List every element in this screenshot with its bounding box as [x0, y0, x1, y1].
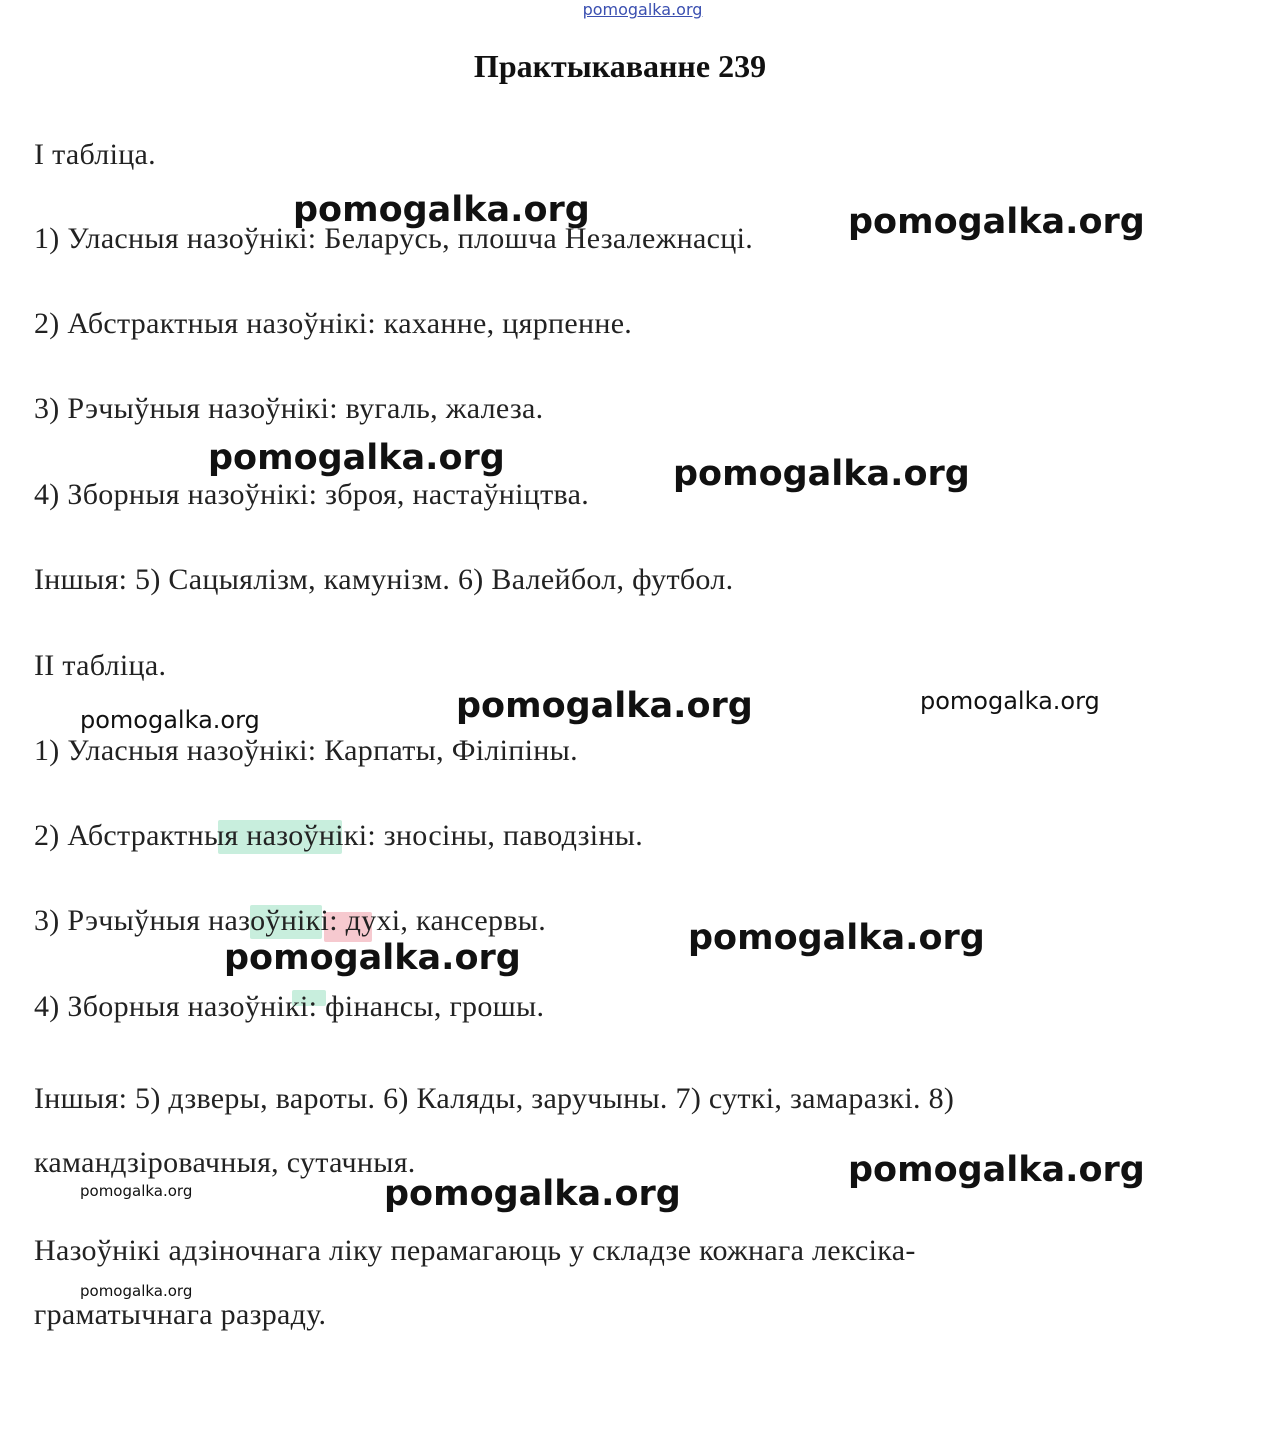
table2-others-line-2: камандзіровачныя, сутачныя. — [34, 1146, 416, 1179]
watermark: pomogalka.org — [848, 202, 1145, 242]
table2-item-4: 4) Зборныя назоўнікі: фінансы, грошы. — [34, 990, 545, 1023]
page-title: Практыкаванне 239 — [473, 48, 767, 84]
watermark: pomogalka.org — [208, 438, 505, 478]
watermark: pomogalka.org — [920, 687, 1100, 715]
watermark: pomogalka.org — [384, 1174, 681, 1214]
table1-others: Іншыя: 5) Сацыялізм, камунізм. 6) Валейбол, футбол. — [34, 563, 734, 596]
site-link[interactable]: pomogalka.org — [582, 0, 703, 19]
table2-item-1: 1) Уласныя назоўнікі: Карпаты, Філіпіны. — [34, 734, 578, 767]
watermark: pomogalka.org — [80, 1282, 193, 1300]
table1-heading: I табліца. — [34, 138, 156, 171]
conclusion-line-1: Назоўнікі адзіночнага ліку перамагаюць у складзе кожнага лексіка- — [34, 1234, 916, 1267]
table2-item-2: 2) Абстрактныя назоўнікі: зносіны, паводзіны. — [34, 819, 643, 852]
table2-item-3: 3) Рэчыўныя назоўнікі: духі, кансервы. — [34, 904, 547, 937]
watermark: pomogalka.org — [80, 1182, 193, 1200]
table1-item-2: 2) Абстрактныя назоўнікі: каханне, цярпенне. — [34, 307, 633, 340]
watermark: pomogalka.org — [673, 454, 970, 494]
table2-heading: II табліца. — [34, 649, 167, 682]
watermark: pomogalka.org — [456, 686, 753, 726]
watermark: pomogalka.org — [80, 706, 260, 734]
watermark: pomogalka.org — [224, 938, 521, 978]
watermark: pomogalka.org — [848, 1150, 1145, 1190]
table1-item-3: 3) Рэчыўныя назоўнікі: вугаль, жалеза. — [34, 392, 544, 425]
conclusion-line-2: граматычнага разраду. — [34, 1298, 327, 1331]
watermark: pomogalka.org — [293, 190, 590, 230]
watermark: pomogalka.org — [688, 918, 985, 958]
table1-item-1: 1) Уласныя назоўнікі: Беларусь, плошча Незалежнасці. — [34, 222, 754, 255]
table1-item-4: 4) Зборныя назоўнікі: зброя, настаўніцтва. — [34, 478, 590, 511]
table2-others-line-1: Іншыя: 5) дзверы, вароты. 6) Каляды, заручыны. 7) суткі, замаразкі. 8) — [34, 1082, 955, 1115]
